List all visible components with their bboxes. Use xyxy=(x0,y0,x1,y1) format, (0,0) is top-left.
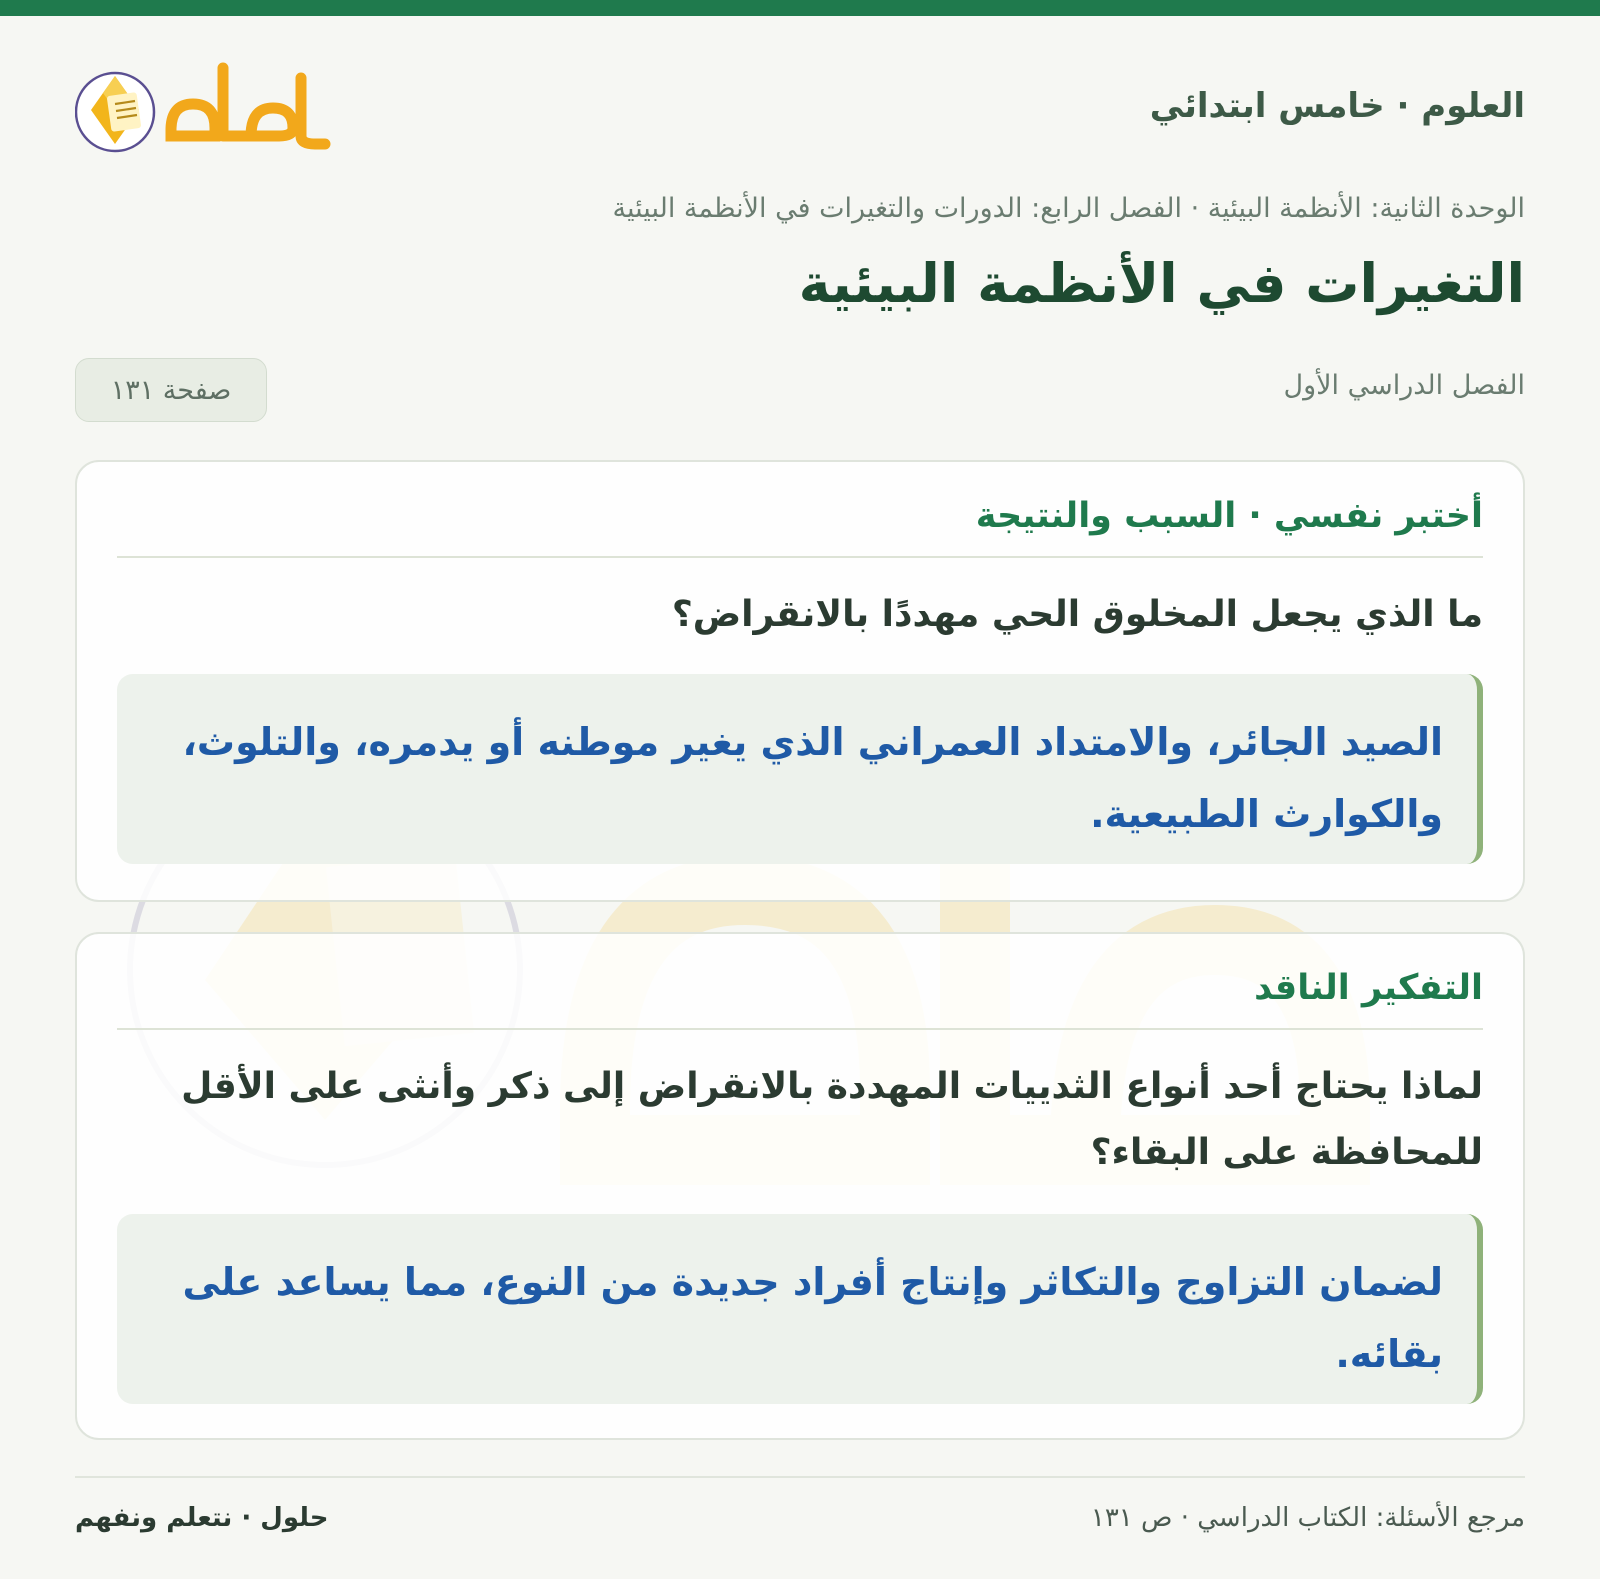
card-heading: التفكير الناقد xyxy=(1254,968,1483,1008)
footer-divider xyxy=(75,1476,1525,1478)
question-text: ما الذي يجعل المخلوق الحي مهددًا بالانقراض؟ xyxy=(671,594,1483,635)
subject-title: العلوم · خامس ابتدائي xyxy=(1149,86,1525,126)
card-heading: أختبر نفسي · السبب والنتيجة xyxy=(975,496,1483,536)
top-accent-bar xyxy=(0,0,1600,16)
question-text: لماذا يحتاج أحد أنواع الثدييات المهددة بالانقراض إلى ذكر وأنثى على الأقل للمحافظة على البقاء؟ xyxy=(181,1066,1483,1173)
card-header xyxy=(117,496,1483,558)
answer-box: الصيد الجائر، والامتداد العمراني الذي يغير موطنه أو يدمره، والتلوث، والكوارث الطبيعية. xyxy=(117,674,1483,864)
card-header xyxy=(117,968,1483,1030)
semester-label: الفصل الدراسي الأول xyxy=(1283,370,1525,401)
question-card-self-test xyxy=(75,460,1525,902)
answer-box: لضمان التزاوج والتكاثر وإنتاج أفراد جديدة من النوع، مما يساعد على بقائه. xyxy=(117,1214,1483,1404)
page-title: التغيرات في الأنظمة البيئية xyxy=(798,252,1525,315)
footer-reference: مرجع الأسئلة: الكتاب الدراسي · ص ١٣١ xyxy=(1090,1503,1525,1533)
brand-logo[interactable] xyxy=(75,58,335,158)
page-number-badge: صفحة ١٣١ xyxy=(75,358,267,422)
book-diamond-icon xyxy=(75,58,335,158)
footer-brand: حلول · نتعلم ونفهم xyxy=(75,1503,329,1533)
question-card-critical-thinking xyxy=(75,932,1525,1440)
header xyxy=(75,58,1525,158)
breadcrumb: الوحدة الثانية: الأنظمة البيئية · الفصل الرابع: الدورات والتغيرات في الأنظمة البيئية xyxy=(612,193,1525,224)
